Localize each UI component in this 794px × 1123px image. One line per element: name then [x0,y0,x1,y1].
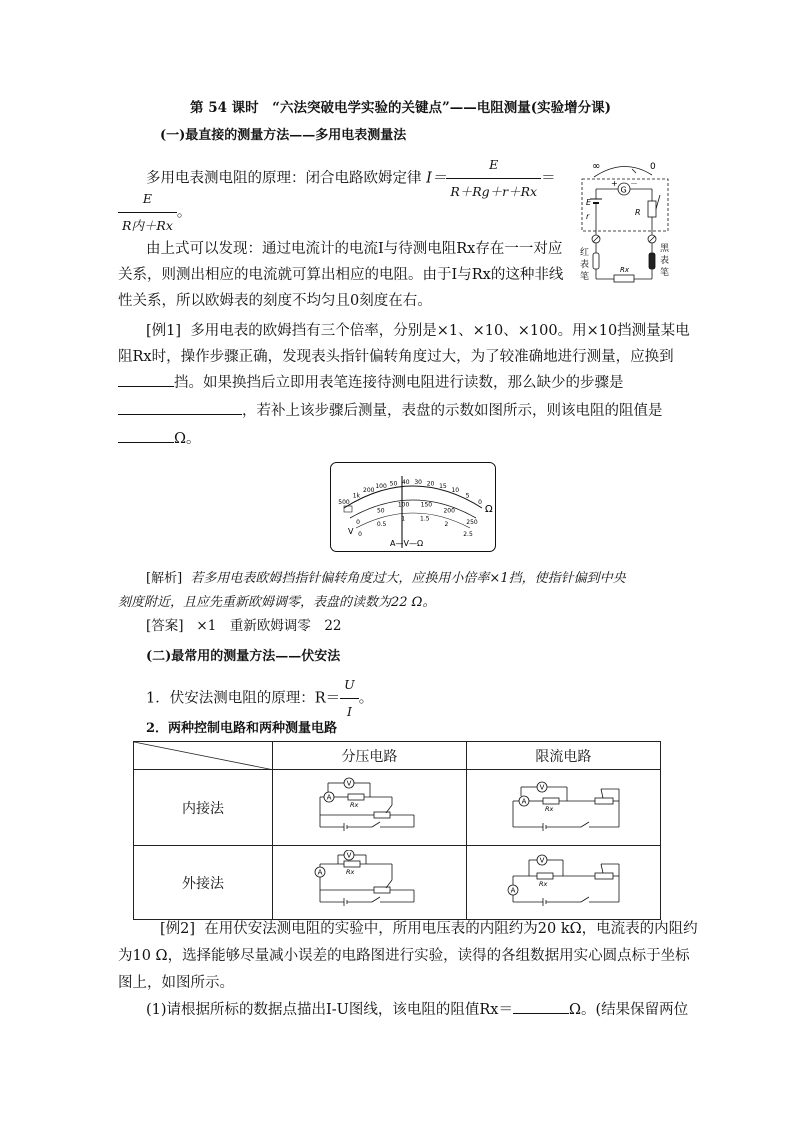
circuit-divider-internal [314,775,424,837]
example2-line-4: (1)请根据所标的数据点描出I-U图线，该电阻的阻值Rx＝ Ω。(结果保留两位 [146,997,688,1023]
ohm-tick-label: 15 [439,483,447,491]
example1-line-3: 挡。如果换挡后立即用表笔连接待测电阻进行读数，那么缺少的步骤是 [118,370,624,396]
rheostat [374,887,390,893]
ohm-tick-label: 5 [465,492,470,500]
voltmeter-label: V [539,783,545,791]
example2-line-1: [例2] 在用伏安法测电阻的实验中，所用电压表的内阻约为20 kΩ，电流表的内阻约 [160,921,698,937]
cell-limit-external [466,846,660,920]
principle-lead: 多用电表测电阻的原理：闭合电路欧姆定律 [146,170,422,187]
dial-bottom-label: A—V—Ω [390,539,424,548]
ohm-symbol: Ω [485,504,493,515]
voltmeter-label: V [347,779,352,787]
example1-line-2: 阻Rx时，操作步骤正确，发现表头指针偏转角度过大，为了较准确地进行测量，应换到 [118,349,674,365]
voltmeter-label: V [347,851,352,859]
period: 。 [176,204,192,221]
ammeter-label: A [318,868,323,876]
black-probe-char-3: 笔 [660,268,670,278]
page-title: 第 54 课时 “六法突破电学实验的关键点”——电阻测量(实验增分课) [190,100,611,116]
row-label-external: 外接法 [134,846,273,920]
rheostat-r [648,201,656,217]
example1-line-5: Ω。 [118,426,201,452]
circuit-divider-external [314,850,424,912]
ohm-tick-label: 1k [352,492,361,500]
fraction-1-numerator: E [489,157,499,172]
rx-label: Rx [346,867,355,876]
scale-arrow [632,169,636,173]
r-label: R [635,208,641,217]
section2-item-1: 1．伏安法测电阻的原理：R＝ $\frac{U}{I}$ 。 [146,672,373,725]
inner-tick-label: 0 [358,531,362,538]
rx-resistor [543,798,559,804]
rx-label: Rx [545,804,554,813]
ohm-tick-label: 500 [338,499,350,506]
ohm-tick-label: 100 [375,483,387,491]
answer-text: ×1 重新欧姆调零 22 [196,618,342,634]
example1-line-4: ，若补上该步骤后测量，表盘的示数如图所示，则该电阻的阻值是 [118,398,663,424]
zero-label: 0 [650,162,656,172]
rheostat [595,873,613,879]
fraction-2-denominator: R内＋Rx [118,212,177,239]
circuit-limit-internal [493,775,633,837]
cell-divider-external [273,846,467,920]
cell-divider-internal [273,770,467,846]
answer-blank-2[interactable] [118,400,242,415]
circuit-table [133,741,661,920]
inner-tick-label: 1 [401,515,406,523]
circuit-limit-external [493,850,633,912]
section2-item-2: 2．两种控制电路和两种测量电路 [146,721,338,736]
example2-line-3: 图上，如图所示。 [118,975,234,991]
ohm-tick-label: 30 [414,479,423,487]
equals-sign: ＝ [541,170,556,187]
inner-tick-label: 0.5 [376,520,387,528]
e-label: E [586,198,592,207]
v-mark: V [348,527,354,536]
ohm-tick-label: 10 [451,487,460,495]
answer-line [146,613,342,639]
red-probe [593,253,599,269]
inner-tick-label: 2.5 [463,531,473,538]
example2-label: [例2] [160,921,196,937]
fraction-1 [446,152,541,205]
mid-tick-label: 50 [376,507,385,515]
section1-line-1: 由上式可以发现：通过电流计的电流I与待测电阻Rx存在一一对应 [146,241,563,257]
principle-line-2 [118,186,191,239]
red-probe-char-2: 表 [580,260,590,270]
mid-tick-label: 0 [356,519,360,526]
black-probe-char-1: 黑 [660,244,670,254]
analysis-line-1: [解析] 若多用电表欧姆挡指针偏转角度过大，应换用小倍率×1挡，使指针偏到中央 [146,571,626,586]
answer-label: [答案] [146,618,184,634]
example1-label: [例1] [146,323,182,339]
plus-sign: + [611,179,618,188]
ohm-tick-label: 50 [389,480,398,488]
internal-r-label: r [586,212,590,221]
section1-line-2: 关系，则测出相应的电流就可算出相应的电阻。由于I与Rx的这种非线 [118,267,564,283]
section1-heading: (一)最直接的测量方法——多用电表测量法 [160,128,407,143]
table-corner-cell [134,742,273,770]
voltmeter-label: V [539,856,545,864]
example2-line-2: 为10 Ω，选择能够尽量减小误差的电路图进行实验，读得的各组数据用实心圆点标于坐标 [118,948,690,964]
ohm-law-fraction: $\frac{U}{I}$ [340,672,359,725]
ammeter-label: A [510,886,516,894]
rx-label: Rx [350,800,359,809]
principle-line [146,152,556,205]
red-probe-char-3: 笔 [580,272,590,282]
formula-i: I＝ [426,170,447,187]
ammeter-label: A [327,793,332,801]
inner-tick-label: 2 [444,520,449,528]
row-label-internal: 内接法 [134,770,273,846]
rx-label: Rx [539,879,548,888]
ohm-tick-label: 40 [401,479,410,487]
mid-tick-label: 250 [466,519,478,526]
rheostat [374,812,390,818]
mid-tick-label: 200 [443,507,455,515]
answer-blank-1[interactable] [118,372,174,387]
minus-sign: － [630,179,638,188]
fraction-2-numerator: E [142,191,152,206]
rx-label: Rx [620,266,630,274]
scale-arc [594,166,652,177]
ohmmeter-circuit-diagram [572,155,684,290]
multimeter-dial [330,462,496,552]
section1-line-3: 性关系，所以欧姆表的刻度不均匀且0刻度在右。 [118,293,432,309]
header-current-limit-circuit: 限流电路 [466,742,660,770]
ohm-tick-label: 20 [426,480,435,488]
red-probe-char-1: 红 [580,248,590,258]
rheostat [595,798,613,804]
rx-resistor [537,873,553,879]
black-probe-char-2: 表 [660,256,670,266]
rx-resistor [344,861,360,867]
answer-blank-3[interactable] [118,428,174,443]
rx-resistor [348,794,364,800]
example1-line-1: [例1] 多用电表的欧姆挡有三个倍率，分别是×1、×10、×100。用×10挡测量某电 [146,323,690,339]
black-probe [649,253,655,269]
ohm-tick-label: 0 [478,499,482,506]
infinity-label: ∞ [592,161,601,172]
rheostat-arrow [656,195,660,209]
answer-blank-4[interactable] [513,999,569,1014]
rx-resistor [614,275,634,282]
ohm-tick-label: 200 [363,487,375,495]
galvanometer-label: G [620,185,627,195]
section2-heading: (二)最常用的测量方法——伏安法 [146,649,341,664]
fraction-1-denominator: R＋Rg＋r＋Rx [446,178,541,205]
header-divider-circuit: 分压电路 [273,742,467,770]
diagonal-line [134,742,274,770]
fraction-2 [118,186,177,239]
analysis-line-2: 刻度附近，且应先重新欧姆调零，表盘的读数为22 Ω。 [118,595,436,610]
mid-tick-label: 100 [397,501,410,509]
ammeter-label: A [521,797,527,805]
inner-tick-label: 1.5 [420,515,430,523]
cell-limit-internal [466,770,660,846]
analysis-label: [解析] [146,571,183,586]
mid-tick-label: 150 [420,501,433,509]
